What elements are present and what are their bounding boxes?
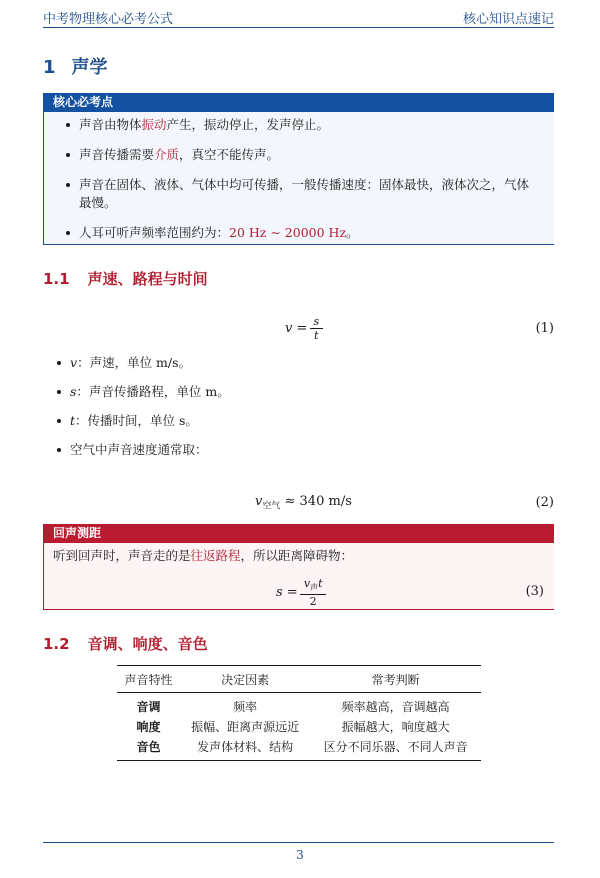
- equation-2: [255, 494, 352, 512]
- fraction-denominator: t: [310, 328, 324, 342]
- table-cell: 响度: [136, 720, 161, 734]
- subsection-title-text: 声速、路程与时间: [87, 270, 208, 288]
- table-cell: 振幅、距离声源远近: [191, 720, 300, 734]
- table-header-cell: 声音特性: [117, 666, 180, 693]
- var-desc: ：声音传播路程，单位 m。: [76, 384, 230, 399]
- footer-rule: [43, 842, 554, 843]
- bullet-dot: [57, 390, 61, 394]
- table-header-row: [117, 666, 481, 693]
- section-number: 1: [43, 57, 56, 78]
- equation-3-tag: (3): [525, 584, 544, 599]
- table-cell: 频率越高，音调越高: [341, 700, 450, 714]
- bullet-dot: [66, 183, 70, 187]
- table-header-cell: 决定因素: [180, 666, 310, 693]
- table-cell: 发声体材料、结构: [180, 737, 310, 761]
- subsection-number: 1.1: [43, 270, 70, 288]
- subsection-title-text: 音调、响度、音色: [87, 635, 208, 653]
- key-item-4: [79, 224, 359, 242]
- key-item-2: [79, 146, 279, 164]
- var-item-v: [70, 354, 191, 372]
- table-row: [117, 693, 481, 718]
- table-cell: 振幅越大，响度越大: [341, 720, 450, 734]
- table-cell: 频率: [233, 700, 258, 714]
- equation-2-tag: (2): [535, 495, 554, 510]
- numerator-t: t: [318, 577, 323, 590]
- equation-1: [285, 315, 321, 342]
- section-title: [43, 53, 108, 79]
- air-speed-item: [70, 441, 208, 459]
- air-speed-text: 空气中声音速度通常取：: [70, 442, 208, 457]
- var-symbol: s: [70, 384, 77, 399]
- echo-text-post: ，所以距离障碍物：: [240, 548, 354, 563]
- bullet-dot: [66, 231, 70, 235]
- key-item-2-pre: 声音传播需要: [79, 147, 155, 162]
- subsection-title-1-2: [43, 633, 208, 654]
- var-desc: ：传播时间，单位 s。: [75, 413, 198, 428]
- var-item-s: [70, 383, 230, 401]
- table-header-cell: 常考判断: [310, 666, 481, 693]
- bullet-dot: [57, 448, 61, 452]
- running-header-right: 核心知识点速记: [462, 12, 554, 27]
- key-item-2-post: ，真空不能传声。: [179, 147, 280, 162]
- var-symbol: v: [70, 355, 78, 370]
- numerator-v: v: [303, 577, 311, 590]
- fraction: [302, 577, 325, 608]
- key-item-1-post: 产生，振动停止，发声停止。: [166, 117, 330, 132]
- echo-text: [53, 547, 353, 565]
- running-header-left: 中考物理核心必考公式: [43, 12, 174, 27]
- var-symbol: t: [70, 413, 76, 428]
- echo-box-title: 回声测距: [44, 524, 554, 543]
- key-item-1-highlight: 振动: [141, 117, 167, 132]
- fraction-numerator: s: [313, 315, 320, 328]
- key-item-1: [79, 116, 329, 134]
- sound-characteristics-table: [117, 665, 481, 761]
- key-item-2-highlight: 介质: [154, 147, 180, 162]
- section-title-text: 声学: [71, 57, 108, 78]
- var-desc: ：声速，单位 m/s。: [77, 355, 192, 370]
- page-number: 3: [296, 848, 304, 862]
- equation-1-tag: (1): [535, 321, 554, 336]
- key-item-3: [79, 176, 529, 212]
- bullet-dot: [66, 153, 70, 157]
- fraction-denominator: 2: [300, 594, 327, 608]
- equation-1-lhs: v =: [285, 321, 308, 336]
- table-cell: 音调: [136, 700, 161, 714]
- fraction: [312, 315, 322, 342]
- subsection-number: 1.2: [43, 635, 70, 653]
- numerator-subscript: 声: [310, 583, 319, 593]
- bullet-dot: [57, 361, 61, 365]
- key-item-4-highlight: 20 Hz ∼ 20000 Hz: [229, 225, 347, 240]
- equation-3: [276, 577, 324, 608]
- key-item-3-line1: 声音在固体、液体、气体中均可传播，一般传播速度：固体最快，液体次之，气体: [79, 177, 530, 192]
- key-points-title: 核心必考点: [44, 93, 554, 112]
- key-item-4-pre: 人耳可听声频率范围约为：: [79, 225, 230, 240]
- table-row: [117, 717, 481, 737]
- bullet-dot: [66, 123, 70, 127]
- equation-2-subscript: 空气: [262, 501, 281, 512]
- table-row: [117, 737, 481, 761]
- echo-text-pre: 听到回声时，声音走的是: [53, 548, 191, 563]
- equation-2-rhs: ≈ 340 m/s: [284, 494, 352, 509]
- header-rule: [43, 27, 554, 28]
- var-item-t: [70, 412, 198, 430]
- fraction-numerator: [302, 577, 325, 594]
- key-item-1-pre: 声音由物体: [79, 117, 142, 132]
- bullet-dot: [57, 419, 61, 423]
- equation-3-lhs: s =: [276, 585, 298, 601]
- table-cell: 区分不同乐器、不同人声音: [310, 737, 481, 761]
- key-item-4-post: 。: [346, 225, 359, 240]
- subsection-title-1-1: [43, 268, 208, 289]
- key-item-3-line2: 最慢。: [79, 195, 117, 210]
- table-cell: 音色: [117, 737, 180, 761]
- equation-2-symbol: v: [255, 494, 263, 509]
- echo-text-highlight: 往返路程: [190, 548, 241, 563]
